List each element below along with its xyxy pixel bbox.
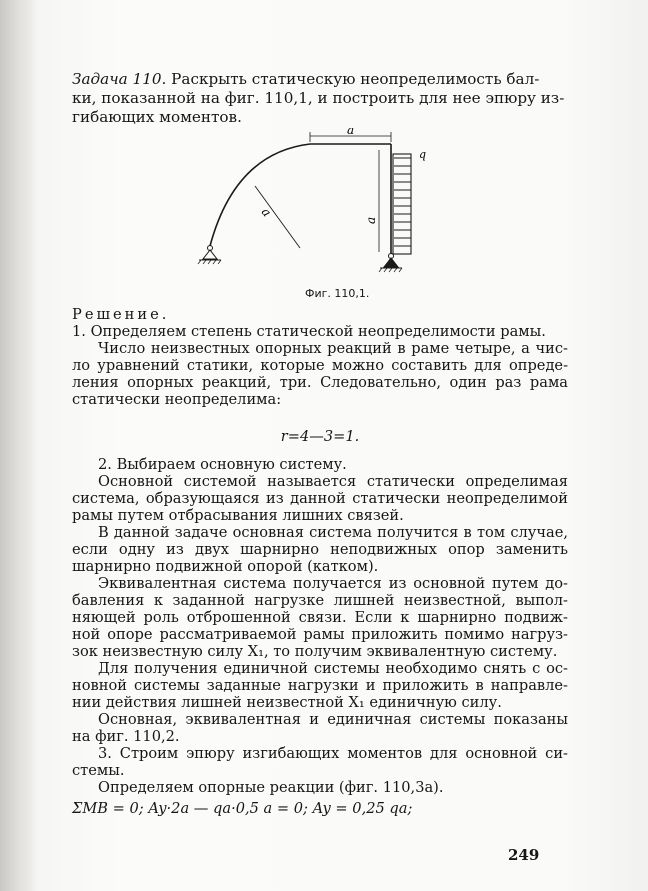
load-arrows: [394, 158, 411, 246]
problem-statement: [72, 70, 568, 127]
step1-line-3: ления опорных реакций, три. Следовательно, один раз рама: [72, 374, 568, 391]
step2-section: [72, 456, 568, 817]
step2-title: 2. Выбираем основную систему.: [98, 456, 347, 473]
formula-degree: r=4—3=1.: [280, 428, 360, 445]
page-spine-shadow: [0, 0, 36, 891]
basic-line-2: система, образующаяся из данной статически неопределимой: [72, 490, 568, 507]
step3-line-1: 3. Строим эпюру изгибающих моментов для основной си-: [98, 745, 568, 762]
step1-line-4: статически неопределима:: [72, 391, 282, 408]
page-number: 249: [508, 846, 540, 864]
load-label: q: [419, 148, 427, 161]
shown-line-1: Основная, эквивалентная и единичная системы показаны: [98, 711, 568, 728]
dim-top-label: a: [347, 128, 355, 137]
equiv-line-5: зок неизвестную силу X₁, то получим эквивалентную систему.: [72, 643, 558, 660]
left-pin-support: [198, 246, 221, 265]
step1-title: 1. Определяем степень статической неопределимости рамы.: [72, 323, 546, 340]
problem-line-1: Задача 110. Раскрыть статическую неопределимость бал-: [72, 70, 540, 88]
unit-line-1: Для получения единичной системы необходимо снять с ос-: [98, 660, 568, 677]
basic-line-1: Основной системой называется статически определимая: [98, 473, 568, 490]
shown-line-2: на фиг. 110,2.: [72, 728, 180, 745]
dim-side-label: a: [364, 216, 378, 224]
curved-member: [210, 144, 310, 246]
task-line-1: В данной задаче основная система получится в том случае,: [98, 524, 568, 541]
problem-line-2: ки, показанной на фиг. 110,1, и построить для нее эпюру из-: [72, 89, 565, 107]
basic-line-3: рамы путем отбрасывания лишних связей.: [72, 507, 404, 524]
figure-caption: Фиг. 110,1.: [305, 287, 370, 300]
step1-line-1: Число неизвестных опорных реакций в раме четыре, а чис-: [98, 340, 568, 357]
problem-label: Задача 110.: [72, 70, 167, 88]
task-line-3: шарнирно подвижной опорой (катком).: [72, 558, 379, 575]
solution-heading: Решение.: [72, 306, 170, 323]
reactions-line: Определяем опорные реакции (фиг. 110,3а).: [98, 779, 444, 796]
equiv-line-1: Эквивалентная система получается из основной путем до-: [98, 575, 568, 592]
frame-diagram: [195, 128, 445, 288]
unit-line-3: нии действия лишней неизвестной X₁ единичную силу.: [72, 694, 502, 711]
solution-section: [72, 306, 568, 408]
moment-equation: ΣMB = 0; Ay·2a — qa·0,5 a = 0; Ay = 0,25 qa;: [72, 800, 413, 817]
radius-label: a: [258, 204, 275, 220]
equiv-line-3: няющей роль отброшенной связи. Если к шарнирно подвиж-: [72, 609, 568, 626]
right-pin-support: [379, 254, 402, 273]
unit-line-2: новной системы заданные нагрузки и приложить в направле-: [72, 677, 568, 694]
problem-line-3: гибающих моментов.: [72, 108, 242, 126]
equiv-line-2: бавления к заданной нагрузке лишней неизвестной, выпол-: [72, 592, 568, 609]
task-line-2: если одну из двух шарнирно неподвижных опор заменить: [72, 541, 568, 558]
step3-line-2: стемы.: [72, 762, 125, 779]
load-box: [393, 154, 411, 254]
step1-line-2: ло уравнений статики, которые можно составить для опреде-: [72, 357, 568, 374]
equiv-line-4: ной опоре рассматриваемой рамы приложить помимо нагруз-: [72, 626, 568, 643]
